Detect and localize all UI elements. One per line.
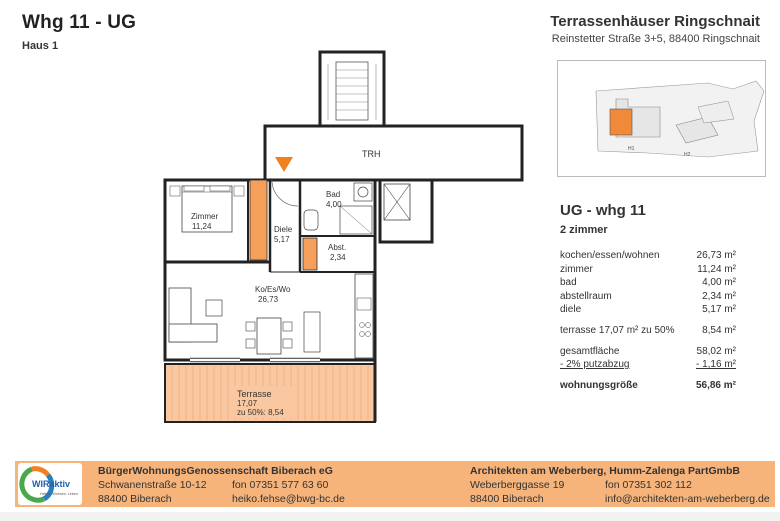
- arch-fon: fon 07351 302 112: [605, 479, 692, 491]
- area-table: [560, 249, 736, 392]
- trh-label: TRH: [362, 149, 381, 159]
- room-area-diele: 5,17: [274, 235, 290, 244]
- area-row: [560, 263, 736, 277]
- area-label: diele: [560, 304, 582, 316]
- area-row: [560, 303, 736, 317]
- room-area-abst: 2,34: [330, 253, 346, 262]
- area-value: 2,34 m²: [702, 290, 736, 302]
- org-city: 88400 Biberach: [98, 493, 172, 505]
- area-label: bad: [560, 277, 577, 289]
- page-title: Whg 11 - UG: [22, 12, 137, 33]
- org-name: BürgerWohnungsGenossenschaft Biberach eG: [98, 465, 333, 477]
- wiraktiv-logo: [18, 463, 82, 505]
- area-label: terrasse 17,07 m² zu 50%: [560, 324, 675, 336]
- room-area-zimmer: 11,24: [192, 222, 212, 231]
- area-value: 56,86 m²: [695, 379, 736, 391]
- org-contact: [232, 478, 345, 506]
- arch-city: 88400 Biberach: [470, 493, 544, 505]
- deduction-row: [560, 358, 736, 372]
- project-title: Terrassenhäuser Ringschnait: [550, 13, 760, 30]
- kitchen-island: [304, 312, 320, 352]
- area-row: [560, 290, 736, 304]
- terrasse-note: zu 50%: 8,54: [237, 408, 284, 417]
- room-label-terrasse: Terrasse: [237, 389, 272, 399]
- living-area-row: [560, 379, 736, 393]
- area-label: abstellraum: [560, 290, 612, 302]
- arch-name: Architekten am Weberberg, Humm-Zalenga PartGmbB: [470, 465, 740, 477]
- unit-title: UG - whg 11: [560, 202, 646, 219]
- area-label: gesamtfläche: [560, 345, 620, 357]
- total-row: [560, 345, 736, 359]
- room-label-zimmer: Zimmer: [191, 212, 219, 221]
- area-label: zimmer: [560, 263, 593, 275]
- site-map-drawing: [558, 61, 765, 176]
- unit-subtitle: 2 zimmer: [560, 224, 608, 236]
- area-row: [560, 249, 736, 263]
- site-label-h1: H1: [628, 146, 635, 152]
- area-value: 26,73 m²: [696, 250, 736, 261]
- terrasse-row: [560, 324, 736, 338]
- area-value: 8,54 m²: [702, 324, 736, 336]
- org-street: Schwanenstraße 10-12: [98, 479, 207, 491]
- house-label: Haus 1: [22, 40, 59, 52]
- arch-street: Weberberggasse 19: [470, 479, 565, 491]
- org-fon: fon 07351 577 63 60: [232, 479, 329, 491]
- site-map: [557, 60, 766, 177]
- area-label: wohnungsgröße: [560, 379, 638, 391]
- storage-cabinet: [303, 238, 317, 270]
- room-label-bad: Bad: [326, 190, 341, 199]
- kitchen-counter: [355, 274, 373, 358]
- bottom-strip: [0, 512, 780, 521]
- wardrobe: [250, 180, 267, 260]
- area-value: - 1,16 m²: [695, 359, 736, 371]
- area-label: kochen/essen/wohnen: [560, 250, 660, 261]
- room-area-kowo: 26,73: [258, 295, 279, 304]
- area-value: 58,02 m²: [696, 345, 736, 357]
- logo-sub: Helfen. Wohnen. Leben.: [40, 492, 79, 496]
- arch-email[interactable]: info@architekten-am-weberberg.de: [605, 493, 770, 505]
- room-area-terrasse: 17,07: [237, 399, 258, 408]
- logo-text: WIRaktiv: [32, 479, 71, 489]
- unit-highlight: [610, 109, 632, 135]
- arch-contact: [605, 478, 770, 506]
- area-row: [560, 276, 736, 290]
- site-label-h2: H2: [684, 152, 691, 158]
- trh-corridor: [265, 126, 522, 180]
- org-email[interactable]: heiko.fehse@bwg-bc.de: [232, 493, 345, 505]
- logo-icon: [18, 463, 82, 505]
- area-value: 5,17 m²: [702, 304, 736, 316]
- room-label-diele: Diele: [274, 225, 293, 234]
- area-label: - 2% putzabzug: [560, 359, 630, 371]
- area-value: 11,24 m²: [697, 263, 736, 275]
- stairwell: [320, 52, 384, 126]
- room-label-abst: Abst.: [328, 243, 347, 252]
- room-area-bad: 4,00: [326, 200, 342, 209]
- room-label-kowo: Ko/Es/Wo: [255, 285, 291, 294]
- project-address: Reinstetter Straße 3+5, 88400 Ringschnait: [551, 33, 760, 45]
- area-value: 4,00 m²: [702, 277, 736, 289]
